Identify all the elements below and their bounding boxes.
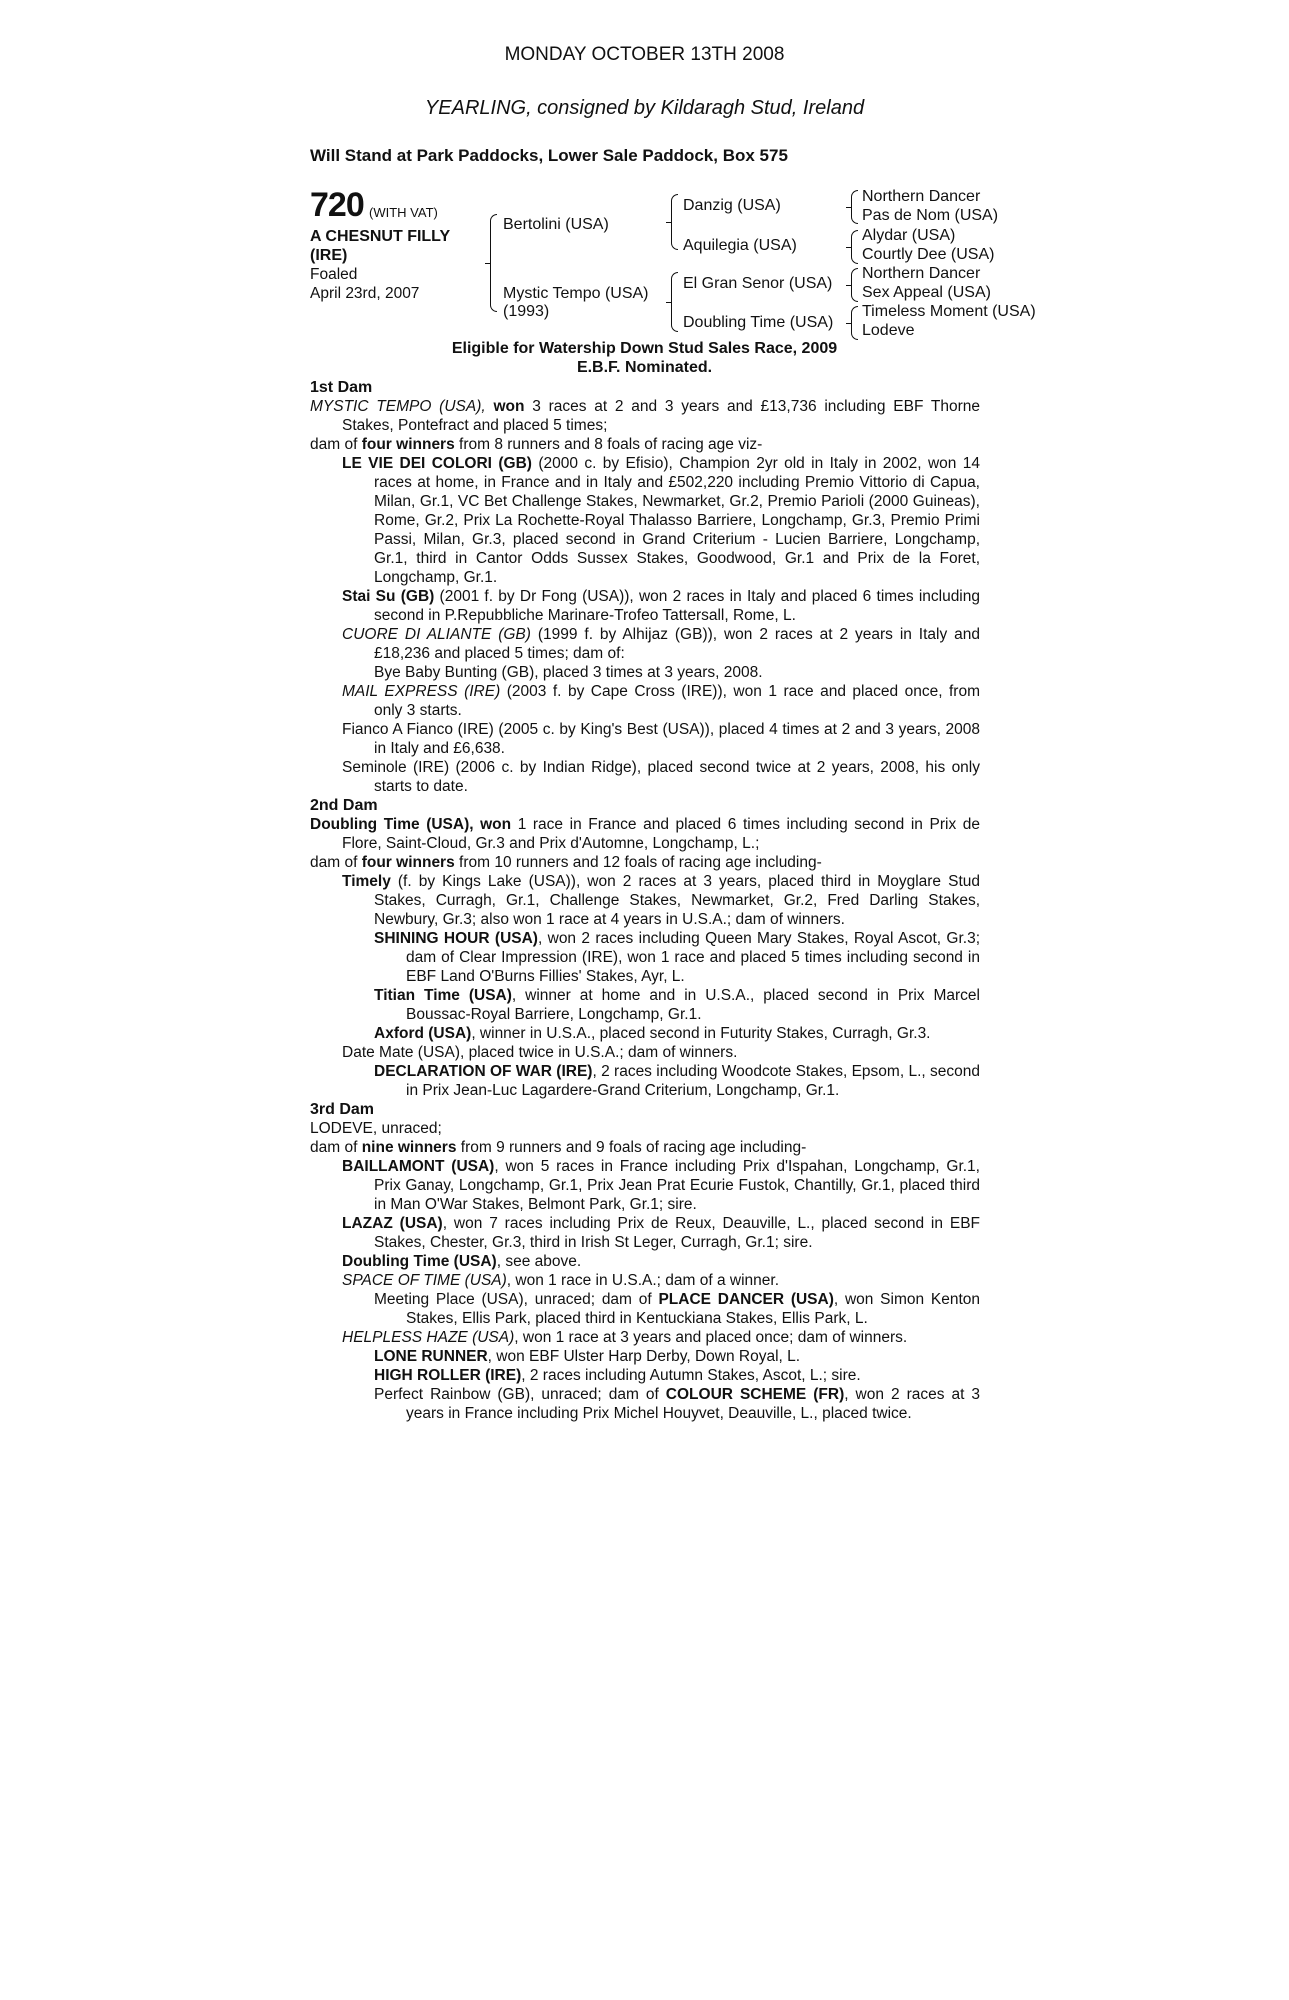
produce-shining-hour: SHINING HOUR (USA), won 2 races including Queen Mary Stakes, Royal Ascot, Gr.3; dam of Clear Impression (IRE), won 1 race and placed 5 times including second in EBF Land O'Burns Fillies' Stakes, Ayr, L.	[374, 930, 980, 985]
produce-doubling-time: Doubling Time (USA), see above.	[342, 1253, 582, 1270]
produce-helpless-haze: HELPLESS HAZE (USA), won 1 race at 3 years and placed once; dam of winners.	[342, 1329, 908, 1346]
pedigree-dam-sire: El Gran Senor (USA)	[683, 275, 833, 292]
pedigree-ssd: Pas de Nom (USA)	[862, 207, 999, 224]
foaled-date: April 23rd, 2007	[310, 285, 420, 302]
pedigree-dds: Timeless Moment (USA)	[862, 303, 1036, 320]
first-dam-produce-summary: dam of four winners from 8 runners and 8 foals of racing age viz-	[310, 436, 763, 453]
eligibility-line: Eligible for Watership Down Stud Sales Race, 2009	[451, 340, 838, 357]
produce-cuore-di-aliante: CUORE DI ALIANTE (GB) (1999 f. by Alhijaz (GB)), won 2 races at 2 years in Italy and £18,236 and placed 5 times; dam of:	[342, 626, 980, 662]
vat-note: (WITH VAT)	[369, 205, 438, 220]
produce-lone-runner: LONE RUNNER, won EBF Ulster Harp Derby, Down Royal, L.	[374, 1348, 801, 1365]
stand-location: Will Stand at Park Paddocks, Lower Sale Paddock, Box 575	[310, 146, 788, 165]
foaled-label: Foaled	[310, 266, 358, 283]
pedigree-sire-sire: Danzig (USA)	[683, 197, 781, 214]
ebf-nominated: E.B.F. Nominated.	[576, 359, 713, 376]
pedigree-sss: Northern Dancer	[862, 188, 981, 205]
lot-description-country: (IRE)	[310, 247, 348, 264]
second-dam-produce-summary: dam of four winners from 10 runners and 12 foals of racing age including-	[310, 854, 822, 871]
produce-perfect-rainbow: Perfect Rainbow (GB), unraced; dam of COLOUR SCHEME (FR), won 2 races at 3 years in France including Prix Michel Houyvet, Deauville, L., placed twice.	[374, 1386, 981, 1422]
pedigree-dam-dam: Doubling Time (USA)	[683, 314, 834, 331]
pedigree-brace-gen1	[490, 214, 497, 312]
produce-timely: Timely (f. by Kings Lake (USA)), won 2 races at 3 years, placed third in Moyglare Stud Stakes, Curragh, Gr.1, Challenge Stakes, Newmarket, Gr.2, Fred Darling Stakes, Newbury, Gr.3; also won 1 race at 4 years in U.S.A.; dam of winners.	[342, 873, 980, 928]
pedigree-brace-sd	[851, 230, 858, 264]
produce-space-of-time: SPACE OF TIME (USA), won 1 race in U.S.A.; dam of a winner.	[342, 1272, 780, 1289]
pedigree-brace-dam	[671, 272, 678, 332]
pedigree-sire-dam: Aquilegia (USA)	[683, 237, 797, 254]
first-dam-record: MYSTIC TEMPO (USA), won 3 races at 2 and 3 years and £13,736 including EBF Thorne Stakes, Pontefract and placed 5 times;	[310, 398, 981, 434]
produce-stai-su: Stai Su (GB) (2001 f. by Dr Fong (USA)), won 2 races in Italy and placed 6 times including second in P.Repubbliche Marinare-Trofeo Tattersall, Rome, L.	[342, 588, 980, 624]
second-dam-heading: 2nd Dam	[310, 797, 378, 814]
produce-high-roller: HIGH ROLLER (IRE), 2 races including Autumn Stakes, Ascot, L.; sire.	[374, 1367, 861, 1384]
pedigree-brace-ss	[851, 190, 858, 224]
pedigree-brace-sire	[671, 194, 678, 250]
pedigree-dsd: Sex Appeal (USA)	[862, 284, 991, 301]
produce-baillamont: BAILLAMONT (USA), won 5 races in France including Prix d'Ispahan, Longchamp, Gr.1, Prix Ganay, Longchamp, Gr.1, Prix Jean Prat Ecurie Fustok, Chantilly, Gr.1, placed third in Man O'War Stakes, Belmont Park, Gr.1; sire.	[342, 1158, 980, 1213]
produce-bye-baby-bunting: Bye Baby Bunting (GB), placed 3 times at 3 years, 2008.	[374, 664, 763, 681]
pedigree-dam-year: (1993)	[503, 303, 550, 320]
produce-seminole: Seminole (IRE) (2006 c. by Indian Ridge), placed second twice at 2 years, 2008, his only starts to date.	[342, 759, 980, 795]
produce-date-mate: Date Mate (USA), placed twice in U.S.A.; dam of winners.	[342, 1044, 738, 1061]
produce-mail-express: MAIL EXPRESS (IRE) (2003 f. by Cape Cross (IRE)), won 1 race and placed once, from only 3 starts.	[342, 683, 980, 719]
consignment-line: YEARLING, consigned by Kildaragh Stud, Ireland	[424, 97, 865, 119]
pedigree-sire: Bertolini (USA)	[503, 216, 609, 233]
third-dam-heading: 3rd Dam	[310, 1101, 375, 1118]
produce-fianco-a-fianco: Fianco A Fianco (IRE) (2005 c. by King's Best (USA)), placed 4 times at 2 and 3 years, 2008 in Italy and £6,638.	[342, 721, 980, 757]
pedigree-ddd: Lodeve	[862, 322, 915, 339]
third-dam-record: LODEVE, unraced;	[310, 1120, 442, 1137]
sale-date: MONDAY OCTOBER 13TH 2008	[504, 44, 785, 65]
produce-axford: Axford (USA), winner in U.S.A., placed second in Futurity Stakes, Curragh, Gr.3.	[374, 1025, 931, 1042]
pedigree-dss: Northern Dancer	[862, 265, 981, 282]
produce-declaration-of-war: DECLARATION OF WAR (IRE), 2 races including Woodcote Stakes, Epsom, L., second in Prix Jean-Luc Lagardere-Grand Criterium, Longchamp, Gr.1.	[374, 1063, 980, 1099]
lot-number: 720	[310, 186, 364, 224]
pedigree-dam: Mystic Tempo (USA)	[503, 285, 649, 302]
produce-le-vie-dei-colori: LE VIE DEI COLORI (GB) (2000 c. by Efisio), Champion 2yr old in Italy in 2002, won 14 races at home, in France and in Italy and £502,220 including Premio Vittorio di Capua, Milan, Gr.1, VC Bet Challenge Stakes, Newmarket, Gr.2, Premio Parioli (2000 Guineas), Rome, Gr.2, Prix La Rochette-Royal Thalasso Barriere, Longchamp, Gr.3, Premio Primi Passi, Milan, Gr.3, placed second in Grand Criterium - Lucien Barriere, Longchamp, Gr.1, third in Cantor Odds Sussex Stakes, Goodwood, Gr.1 and Prix de la Foret, Longchamp, Gr.1.	[342, 455, 980, 586]
produce-meeting-place: Meeting Place (USA), unraced; dam of PLACE DANCER (USA), won Simon Kenton Stakes, Ellis Park, placed third in Kentuckiana Stakes, Ellis Park, L.	[374, 1291, 981, 1327]
lot-description: A CHESNUT FILLY	[310, 228, 451, 245]
pedigree-sds: Alydar (USA)	[862, 227, 956, 244]
pedigree-sdd: Courtly Dee (USA)	[862, 246, 995, 263]
produce-lazaz: LAZAZ (USA), won 7 races including Prix de Reux, Deauville, L., placed second in EBF Stakes, Chester, Gr.3, third in Irish St Leger, Curragh, Gr.1; sire.	[342, 1215, 981, 1251]
pedigree-brace-dd	[851, 306, 858, 340]
third-dam-produce-summary: dam of nine winners from 9 runners and 9 foals of racing age including-	[310, 1139, 807, 1156]
pedigree-brace-ds	[851, 268, 858, 302]
catalogue-body	[310, 378, 980, 1423]
second-dam-record: Doubling Time (USA), won 1 race in France and placed 6 times including second in Prix de Flore, Saint-Cloud, Gr.3 and Prix d'Automne, Longchamp, L.;	[310, 816, 981, 852]
first-dam-heading: 1st Dam	[310, 379, 373, 396]
produce-titian-time: Titian Time (USA), winner at home and in U.S.A., placed second in Prix Marcel Boussac-Royal Barriere, Longchamp, Gr.1.	[374, 987, 980, 1023]
